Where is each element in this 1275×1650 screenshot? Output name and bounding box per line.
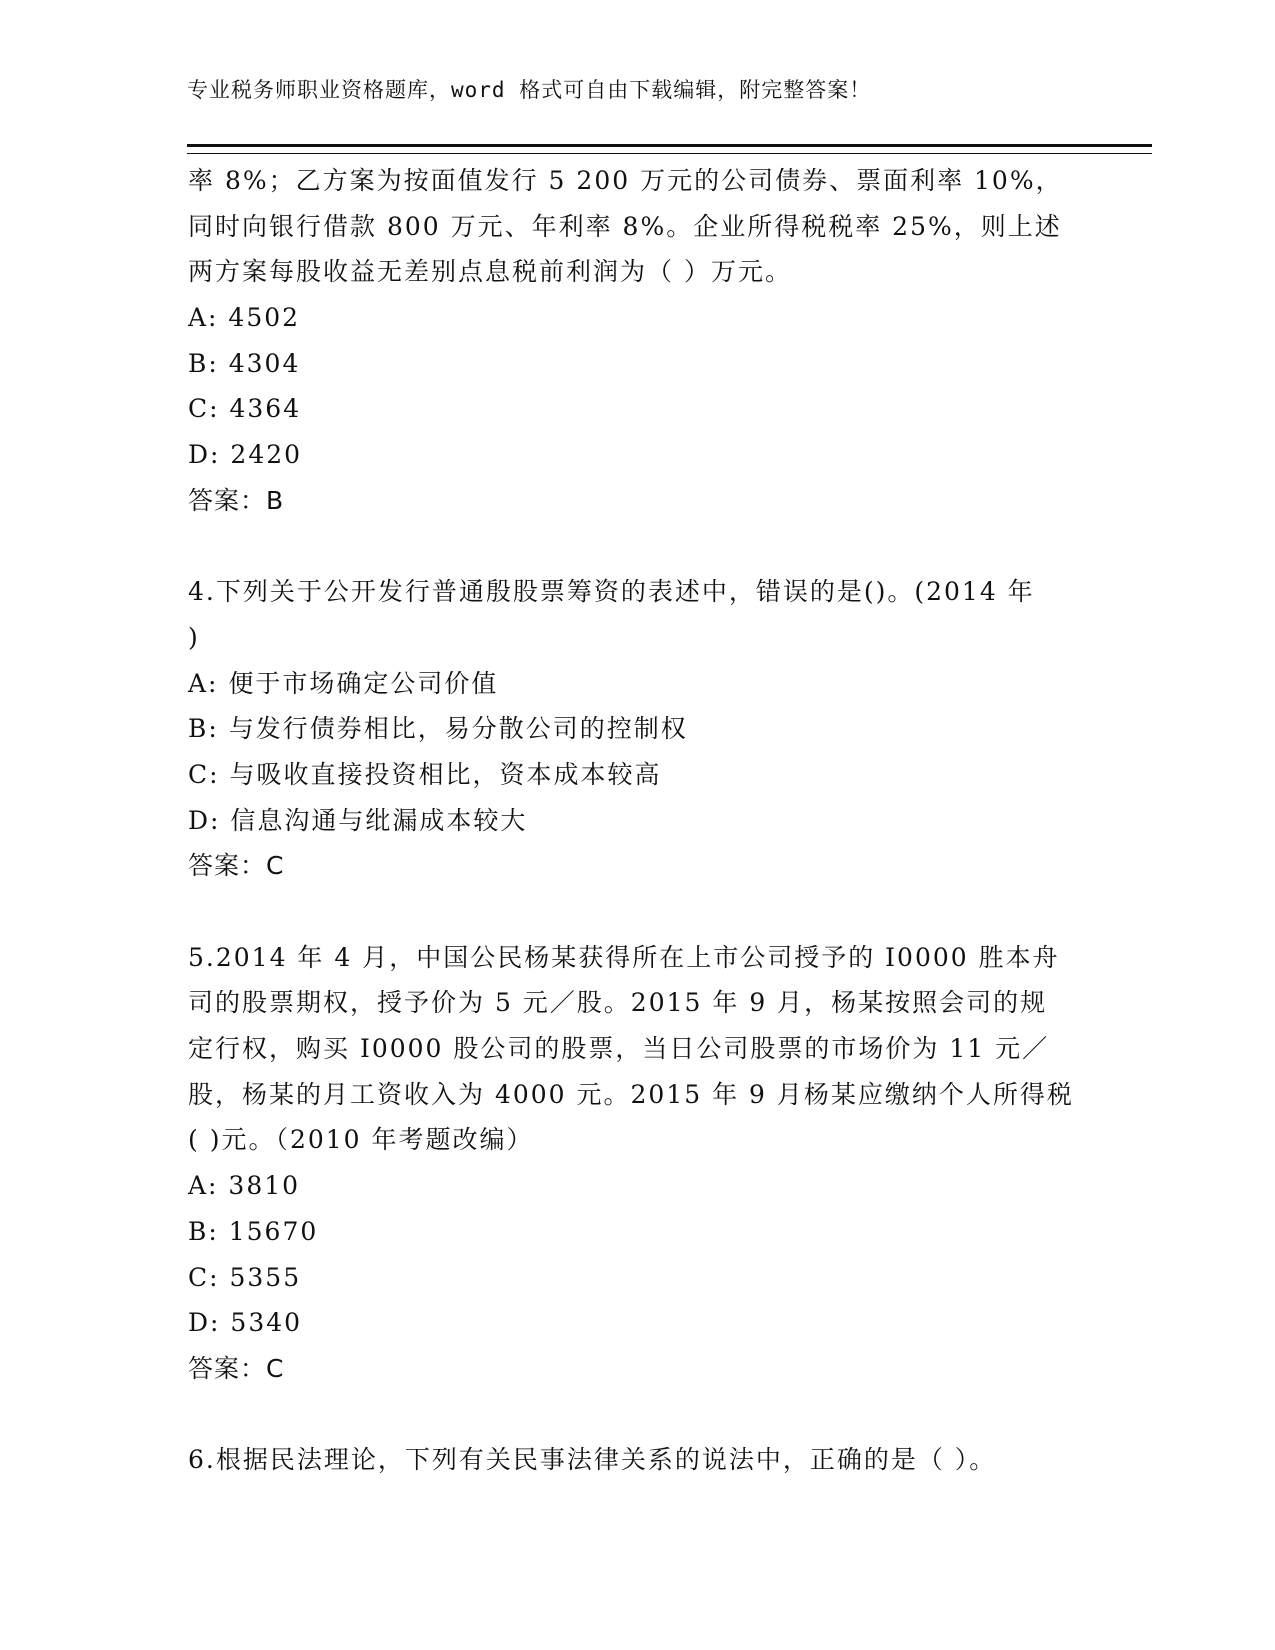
option-a: A: 3810	[188, 1171, 301, 1201]
question-stem-line: 5.2014 年 4 月，中国公民杨某获得所在上市公司授予的 I0000 胜本舟	[188, 942, 1060, 972]
page-header: 专业税务师职业资格题库，word 格式可自由下载编辑，附完整答案！	[187, 78, 872, 102]
header-divider	[187, 144, 1152, 154]
spacer	[188, 1392, 1088, 1438]
option-c: C: 与吸收直接投资相比，资本成本较高	[188, 759, 662, 789]
option-a: A: 便于市场确定公司价值	[188, 668, 499, 698]
question-stem-line: 定行权，购买 I0000 股公司的股票，当日公司股票的市场价为 11 元／	[188, 1034, 1050, 1064]
question-stem-line: 4.下列关于公开发行普通殷股票筹资的表述中，错误的是()。(2014 年	[188, 577, 1035, 607]
question-stem-line: 6.根据民法理论，下列有关民事法律关系的说法中，正确的是（ ）。	[188, 1445, 997, 1475]
question-stem-line: 股，杨某的月工资收入为 4000 元。2015 年 9 月杨某应缴纳个人所得税	[188, 1079, 1074, 1109]
answer-label: 答案：C	[188, 1353, 285, 1383]
option-a: A: 4502	[188, 303, 301, 333]
option-c: C: 5355	[188, 1262, 302, 1292]
question-content	[188, 158, 1088, 1483]
question-4	[188, 569, 1088, 889]
question-stem-line: 率 8%；乙方案为按面值发行 5 200 万元的公司债券、票面利率 10%，	[188, 166, 1063, 195]
answer-label: 答案：B	[188, 485, 285, 515]
question-stem-line: 同时向银行借款 800 万元、年利率 8%。企业所得税税率 25%，则上述	[188, 211, 1062, 241]
question-stem-line: 两方案每股收益无差别点息税前利润为（ ）万元。	[188, 257, 792, 287]
spacer	[188, 524, 1088, 570]
option-d: D: 信息沟通与纰漏成本较大	[188, 805, 528, 835]
answer-label: 答案：C	[188, 851, 285, 881]
question-5	[188, 935, 1088, 1392]
question-stem-line: ( )元。（2010 年考题改编）	[188, 1125, 534, 1155]
question-stem-line: 司的股票期权，授予价为 5 元／股。2015 年 9 月，杨某按照会司的规	[188, 988, 1048, 1018]
option-b: B: 4304	[188, 348, 301, 378]
question-stem-line: )	[188, 622, 200, 652]
option-b: B: 与发行债券相比，易分散公司的控制权	[188, 714, 688, 744]
option-d: D: 2420	[188, 440, 303, 470]
spacer	[188, 889, 1088, 935]
option-c: C: 4364	[188, 394, 302, 424]
option-d: D: 5340	[188, 1308, 303, 1338]
question-6	[188, 1437, 1088, 1483]
question-3	[188, 158, 1088, 524]
option-b: B: 15670	[188, 1216, 319, 1246]
